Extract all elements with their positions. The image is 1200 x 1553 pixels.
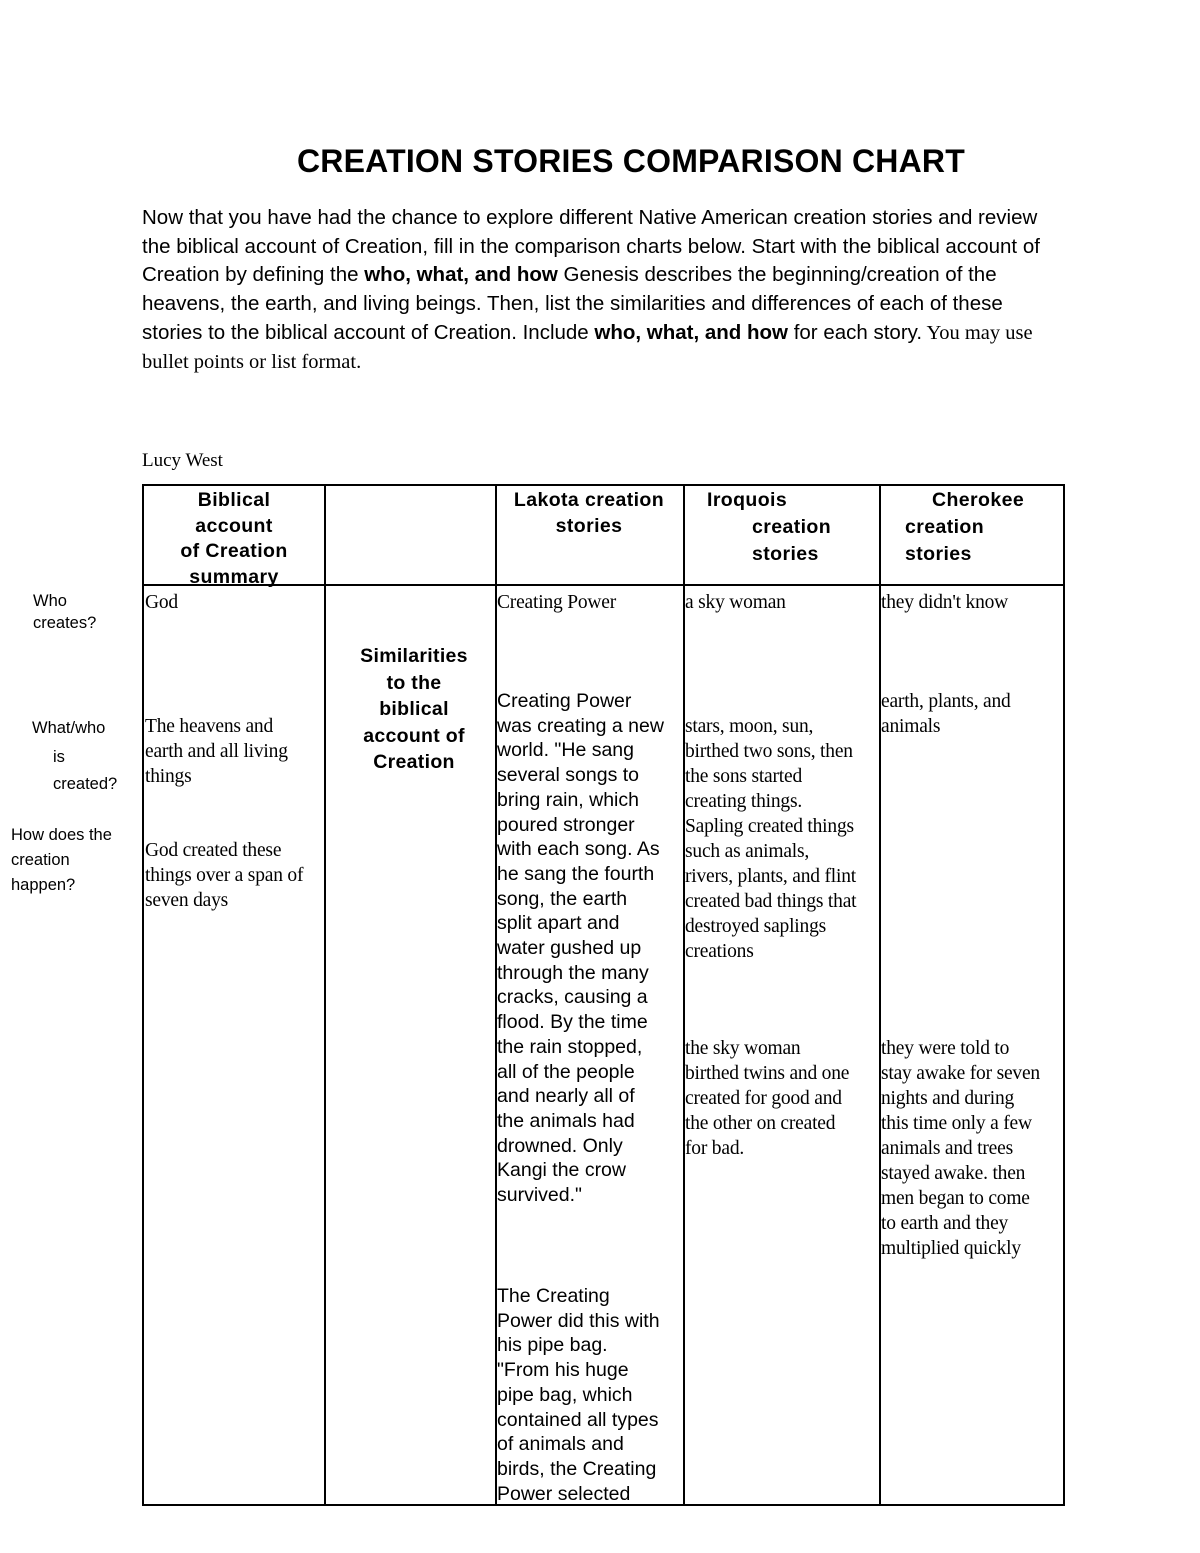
cherokee-how: they were told to stay awake for seven nights and during this time only a few animals and trees stayed awake. then men began to come to earth and they multiplied quickly xyxy=(881,1038,1040,1259)
cherokee-what: earth, plants, and animals xyxy=(881,691,1011,737)
biblical-how: God created these things over a span of seven days xyxy=(145,840,304,911)
header-cherokee-2: creation stories xyxy=(905,516,985,565)
instructions-paragraph xyxy=(142,204,1057,376)
instructions-text-2: Genesis describes the beginning/creation of the heavens, the earth, and living beings. Then, list the similarities and differences of each of these stories to the biblical account of Creation. Include xyxy=(142,263,1003,344)
header-iroquois-2: creation stories xyxy=(752,516,832,565)
lakota-how: The Creating Power did this with his pipe bag. "From his huge pipe bag, which contained all types of animals and birds, the Creating Power selected xyxy=(497,1285,660,1505)
column-divider xyxy=(879,486,881,1504)
row-label-what-3: created? xyxy=(53,775,118,793)
student-name: Lucy West xyxy=(142,450,223,471)
lakota-who: Creating Power xyxy=(497,592,617,613)
instructions-bold-2: who, what, and how xyxy=(594,320,789,344)
biblical-who: God xyxy=(145,592,178,613)
row-label-how: How does the creation happen? xyxy=(11,826,112,894)
row-label-what-2: is xyxy=(53,748,65,766)
header-iroquois-1: Iroquois xyxy=(707,489,788,511)
column-divider xyxy=(324,486,326,1504)
column-divider xyxy=(683,486,685,1504)
similarities-label: Similarities to the biblical account of Creation xyxy=(360,645,468,773)
header-biblical: Biblical account of Creation summary xyxy=(180,489,288,588)
header-cherokee-1: Cherokee xyxy=(932,489,1025,511)
iroquois-how: the sky woman birthed twins and one created for good and the other on created for bad. xyxy=(685,1038,850,1159)
page-title: CREATION STORIES COMPARISON CHART xyxy=(297,143,965,179)
lakota-what: Creating Power was creating a new world. "He sang several songs to bring rain, which poured stronger with each song. As he sang the fourth song, the earth split apart and water gushed up through the many cracks, causing a flood. By the time the rain stopped, all of the people and nearly all of the animals had drowned. Only Kangi the crow survived." xyxy=(497,690,664,1207)
cherokee-who: they didn't know xyxy=(881,592,1009,613)
instructions-text-3: for each story. xyxy=(788,320,923,344)
row-label-who: Who creates? xyxy=(33,592,97,632)
comparison-table xyxy=(142,484,1065,1506)
header-lakota: Lakota creation stories xyxy=(513,489,665,537)
instructions-bold-1: who, what, and how xyxy=(364,263,558,287)
iroquois-who: a sky woman xyxy=(685,592,786,613)
biblical-what: The heavens and earth and all living things xyxy=(145,716,288,787)
row-label-what-1: What/who xyxy=(32,719,106,737)
instructions-text-1: Now that you have had the chance to explore different Native American creation stories and review the biblical account of Creation, fill in the comparison charts below. Start with the biblical account of Creation by defining the xyxy=(142,206,1040,287)
iroquois-what: stars, moon, sun, birthed two sons, then the sons started creating things. Sapling created things such as animals, rivers, plants, and flint created bad things that destroyed saplings creations xyxy=(685,716,857,962)
instructions-text-4: You may use bullet points or list format. xyxy=(142,321,1033,373)
